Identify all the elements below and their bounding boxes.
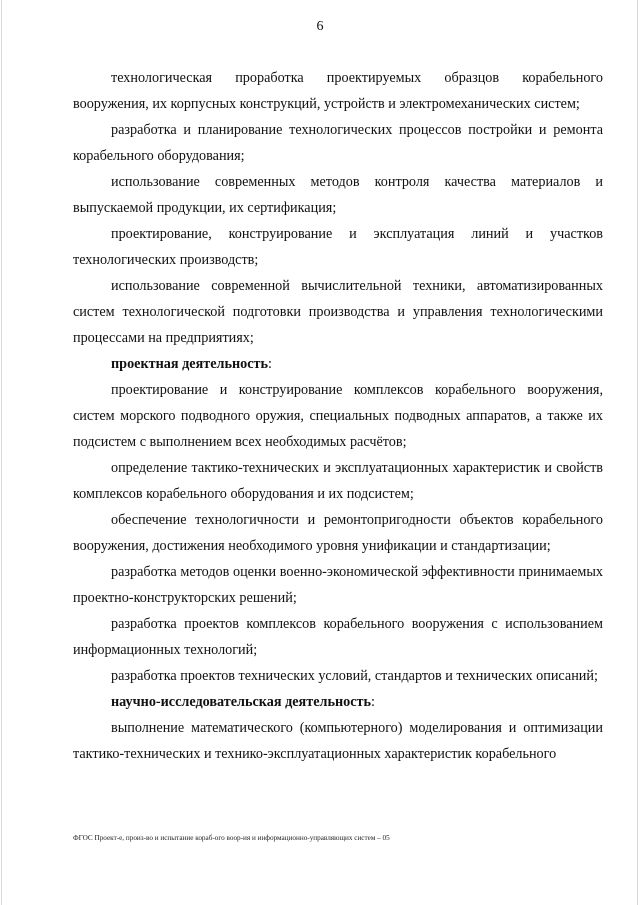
- left-margin-rule: [1, 0, 2, 905]
- paragraph: [73, 507, 603, 559]
- section-heading-research: [73, 689, 603, 715]
- paragraph: [73, 273, 603, 351]
- page-number: 6: [316, 19, 324, 34]
- paragraph-text: использование современных методов контроля качества материалов и выпускаемой продукции, их сертификация;: [73, 174, 603, 216]
- paragraph-text: определение тактико-технических и эксплуатационных характеристик и свойств комплексов корабельного оборудования и их подсистем;: [73, 460, 603, 502]
- paragraph: [73, 559, 603, 611]
- paragraph: [73, 377, 603, 455]
- paragraph-text: выполнение математического (компьютерного) моделирования и оптимизации тактико-технических и технико-эксплуатационных характеристик корабельного: [73, 720, 603, 762]
- page-footer: ФГОС Проект-е, произ-во и испытание кораб-ого воор-ия и информационно-управляющих систем – 05: [73, 834, 390, 842]
- paragraph-text: разработка проектов технических условий, стандартов и технических описаний;: [111, 668, 598, 684]
- paragraph: [73, 455, 603, 507]
- paragraph-text: разработка и планирование технологических процессов постройки и ремонта корабельного оборудования;: [73, 122, 603, 164]
- paragraph: [73, 611, 603, 663]
- paragraph: [73, 117, 603, 169]
- right-margin-rule: [637, 0, 638, 905]
- paragraph-text: использование современной вычислительной техники, автоматизированных систем технологической подготовки производства и управления технологическими процессами на предприятиях;: [73, 278, 603, 346]
- paragraph-text: проектирование, конструирование и эксплуатация линий и участков технологических производств;: [73, 226, 603, 268]
- document-body: [73, 65, 603, 767]
- paragraph: [73, 715, 603, 767]
- section-heading-project: [73, 351, 603, 377]
- paragraph: [73, 169, 603, 221]
- section-heading-text: проектная деятельность: [111, 356, 269, 372]
- heading-colon: :: [268, 356, 272, 372]
- paragraph-text: технологическая проработка проектируемых образцов корабельного вооружения, их корпусных конструкций, устройств и электромеханических систем;: [73, 70, 603, 112]
- paragraph-text: проектирование и конструирование комплексов корабельного вооружения, систем морского подводного оружия, специальных подводных аппаратов, а также их подсистем с выполнением всех необходимых расчётов;: [73, 382, 603, 450]
- paragraph: [73, 663, 603, 689]
- paragraph-text: разработка проектов комплексов корабельного вооружения с использованием информационных технологий;: [73, 616, 603, 658]
- paragraph-text: обеспечение технологичности и ремонтопригодности объектов корабельного вооружения, достижения необходимого уровня унификации и стандартизации;: [73, 512, 603, 554]
- paragraph: [73, 221, 603, 273]
- heading-colon: :: [371, 694, 375, 710]
- paragraph-text: разработка методов оценки военно-экономической эффективности принимаемых проектно-конструкторских решений;: [73, 564, 603, 606]
- section-heading-text: научно-исследовательская деятельность: [111, 694, 371, 710]
- paragraph: [73, 65, 603, 117]
